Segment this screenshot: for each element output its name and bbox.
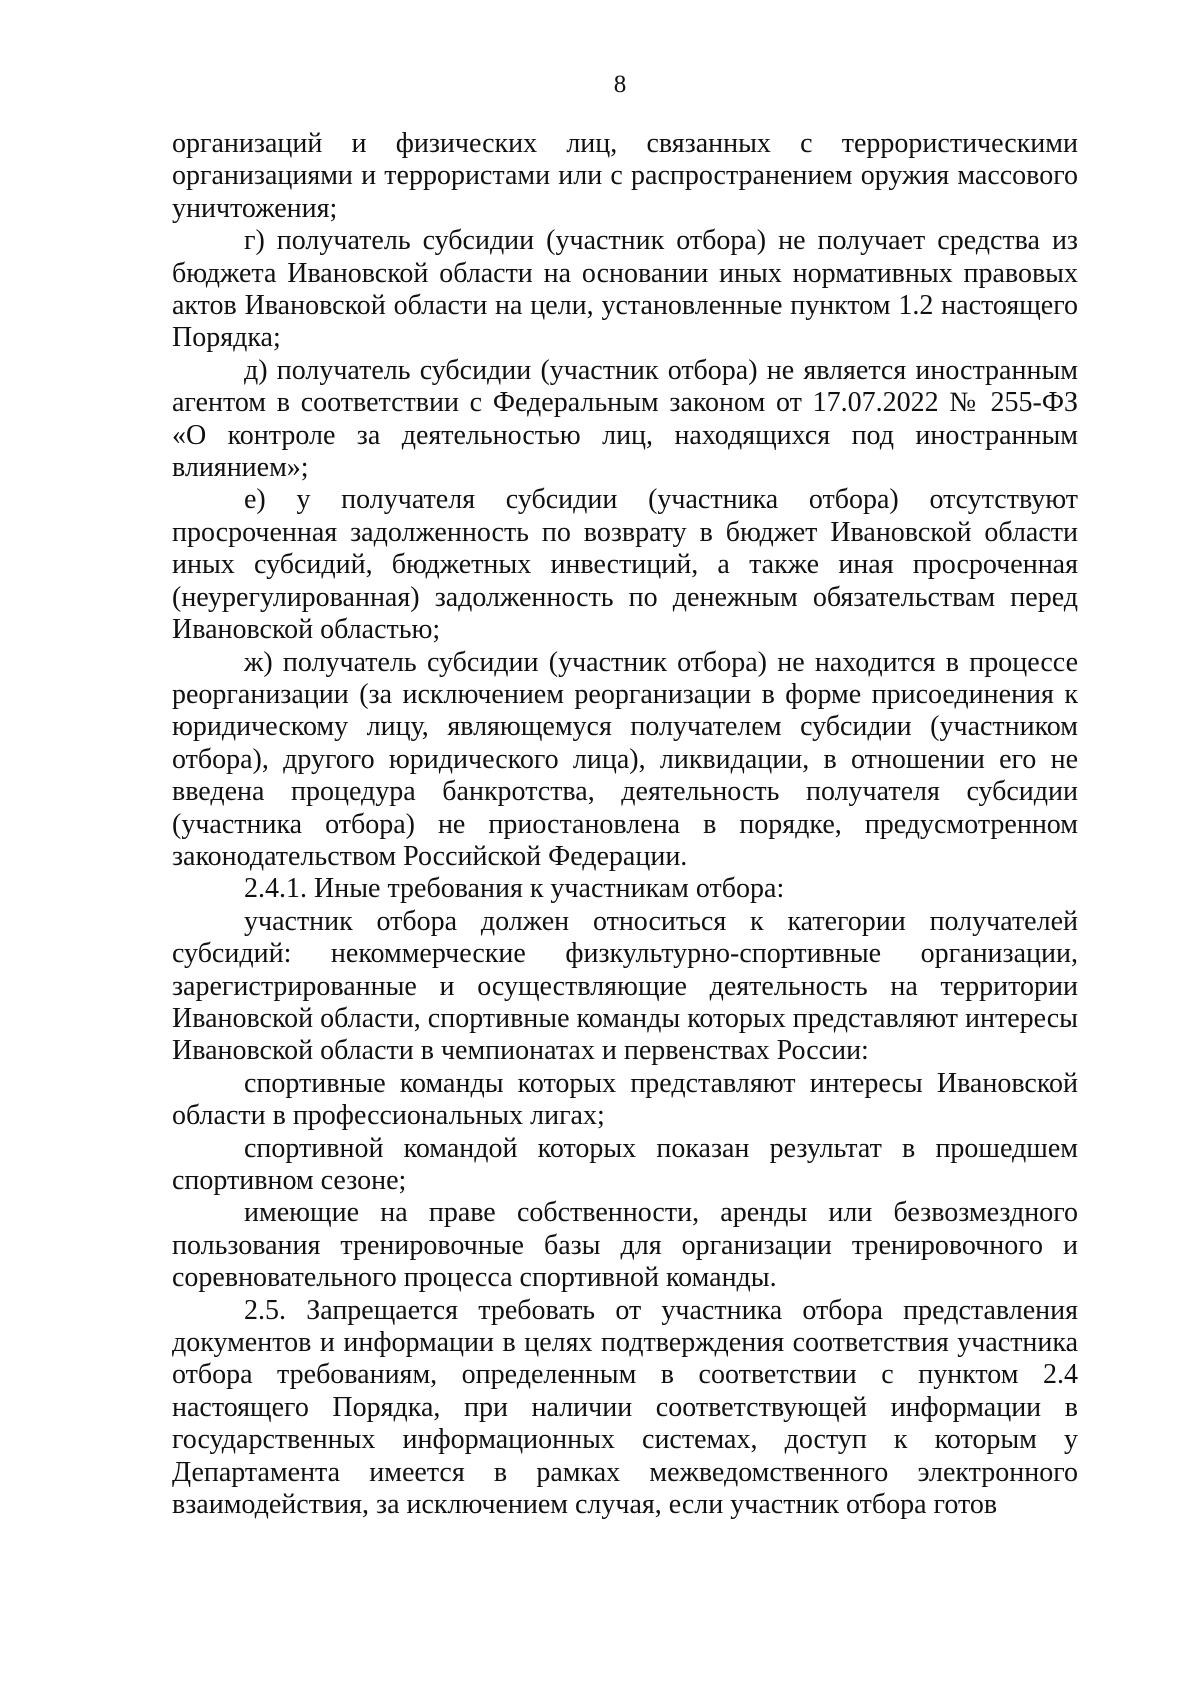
paragraph-continuation: организаций и физических лиц, связанных с террористическими организациями и террористами или с распространением оружия массового уничтожения; (172, 128, 1078, 224)
paragraph-training-bases: имеющие на праве собственности, аренды или безвозмездного пользования тренировочные базы для организации тренировочного и соревновательного процесса спортивной команды. (172, 1197, 1078, 1294)
section-2-5: 2.5. Запрещается требовать от участника отбора представления документов и информации в целях подтверждения соответствия участника отбора требованиям, определенным в соответствии с пунктом 2.4 настоящего Порядка, при наличии соответствующей информации в государственных информационных системах, доступ к которым у Департамента имеется в рамках межведомственного электронного взаимодействия, за исключением случая, если участник отбора готов (172, 1294, 1078, 1521)
paragraph-professional-leagues: спортивные команды которых представляют интересы Ивановской области в профессиональных лигах; (172, 1067, 1078, 1132)
section-2-4-1-heading: 2.4.1. Иные требования к участникам отбора: (244, 873, 785, 905)
paragraph-item-zh: ж) получатель субсидии (участник отбора) не находится в процессе реорганизации (за исключением реорганизации в форме присоединения к юридическому лицу, являющемуся получателем субсидии (участником отбора), другого юридического лица), ликвидации, в отношении его не введена процедура банкротства, деятельность получателя субсидии (участника отбора) не приостановлена в порядке, предусмотренном законодательством Российской Федерации. (172, 646, 1078, 872)
document-body (172, 128, 1078, 1521)
paragraph-item-e: е) у получателя субсидии (участника отбора) отсутствуют просроченная задолженность по возврату в бюджет Ивановской области иных субсидий, бюджетных инвестиций, а также иная просроченная (неурегулированная) задолженность по денежным обязательствам перед Ивановской областью; (172, 484, 1078, 646)
paragraph-category: участник отбора должен относиться к категории получателей субсидий: некоммерческие физкультурно-спортивные организации, зарегистрированные и осуществляющие деятельность на территории Ивановской области, спортивные команды которых представляют интересы Ивановской области в чемпионатах и первенствах России: (172, 905, 1078, 1067)
paragraph-item-d: д) получатель субсидии (участник отбора) не является иностранным агентом в соответствии с Федеральным законом от 17.07.2022 № 255-ФЗ «О контроле за деятельностью лиц, находящихся под иностранным влиянием»; (172, 354, 1078, 484)
page-number: 8 (613, 71, 627, 98)
paragraph-item-g: г) получатель субсидии (участник отбора) не получает средства из бюджета Ивановской области на основании иных нормативных правовых актов Ивановской области на цели, установленные пунктом 1.2 настоящего Порядка; (172, 225, 1078, 354)
paragraph-season-result: спортивной командой которых показан результат в прошедшем спортивном сезоне; (172, 1132, 1078, 1196)
